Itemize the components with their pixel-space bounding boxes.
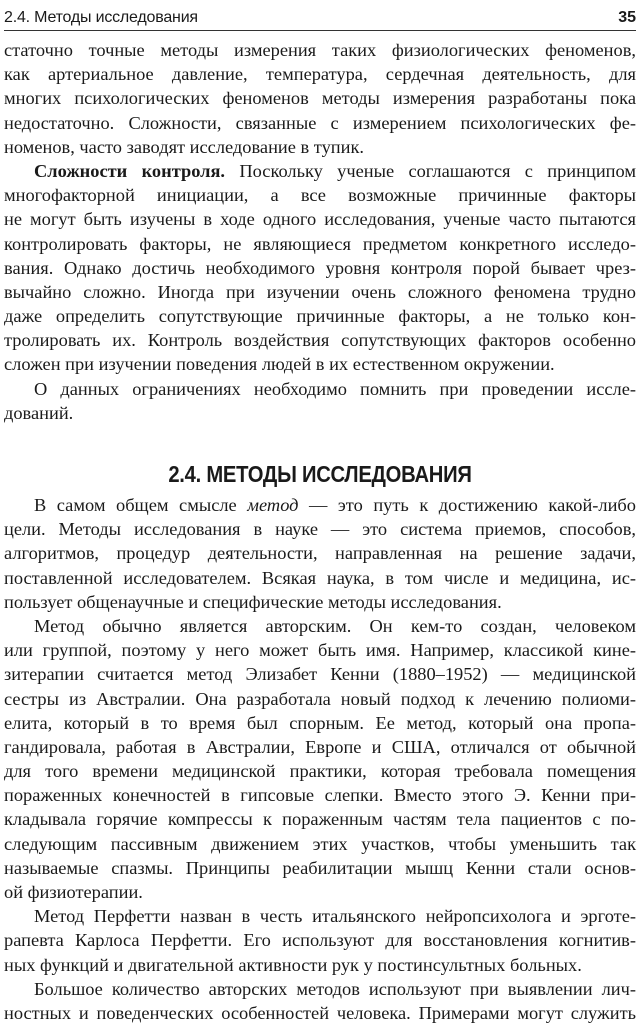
text-line: контролировать факторы, не являющиеся предметом конкретного исследо-: [4, 233, 636, 254]
text-line: вычайно сложно. Иногда при изучении очень сложного феномена трудно: [4, 281, 636, 302]
text-line: сложен при изучении поведения людей в их естественном окружении.: [4, 354, 555, 375]
text-line: многих психологических феноменов методы измерения разработаны пока: [4, 88, 636, 109]
text-fragment: В самом общем смысле: [34, 495, 248, 515]
text-line: кладывала горячие компрессы к пораженным частям тела пациентов с по-: [4, 809, 636, 830]
text-line: статочно точные методы измерения таких физиологических феноменов,: [4, 40, 636, 60]
text-line: дований.: [4, 402, 74, 423]
text-line: О данных ограничениях необходимо помнить при проведении иссле-: [34, 378, 636, 399]
text-line: гандировала, работая в Австралии, Европе и США, отличался от обычной: [4, 736, 636, 757]
text-line: ой физиотерапии.: [4, 882, 143, 902]
text-line: как артериальное давление, температура, сердечная деятельность, для: [4, 64, 636, 85]
page-number: 35: [618, 9, 636, 26]
text-line: сестры из Австралии. Она разработала новый подход к лечению полиоми-: [4, 688, 636, 709]
text-line: Метод обычно является авторским. Он кем-то создан, человеком: [34, 615, 636, 636]
paragraph-author-methods: [4, 977, 636, 1025]
text-line: пораженных конечностей в гипсовые слепки. Вместо этого Э. Кенни при-: [4, 785, 636, 806]
paragraph-limitations-note: [4, 377, 636, 425]
text-line: [4, 159, 636, 183]
text-line: Метод Перфетти назван в честь итальянского нейропсихолога и эрготе-: [34, 906, 636, 927]
run-in-heading: Сложности контроля.: [34, 160, 226, 181]
paragraph-kenny-method: [4, 614, 636, 904]
paragraph-control-difficulties: [4, 159, 636, 377]
text-line: номенов, часто заводят исследование в тупик.: [4, 136, 365, 157]
text-line: Большое количество авторских методов используют при выявлении лич-: [34, 978, 636, 999]
text-line: вания. Однако достичь необходимого уровня контроля порой бывает чрез-: [4, 257, 636, 278]
text-line: для того времени медицинской практики, которая требовала помещения: [4, 761, 636, 782]
running-header: [4, 8, 636, 31]
text-line: ных функций и двигательной активности рук у постинсультных больных.: [4, 954, 582, 975]
text-line: следующим пассивным движением этих участков, чтобы уменьшить так: [4, 833, 636, 854]
text-line: алгоритмов, процедур деятельности, направленная на решение задачи,: [4, 543, 636, 564]
paragraph-measurement-difficulties: [4, 38, 636, 159]
paragraph-perfetti-method: [4, 904, 636, 977]
text-line: тролировать их. Контроль воздействия сопутствующих факторов особенно: [4, 330, 636, 351]
emphasized-term: метод: [247, 495, 299, 515]
text-line: многофакторной инициации, а все возможные причинные факторы: [4, 185, 636, 206]
text-line: называемые спазмы. Принципы реабилитации мышц Кенни стали основ-: [4, 857, 636, 878]
paragraph-method-definition: [4, 493, 636, 614]
section-heading: 2.4. МЕТОДЫ ИССЛЕДОВАНИЯ: [168, 461, 472, 487]
text-line: цели. Методы исследования в науке — это система приемов, способов,: [4, 519, 636, 540]
text-line: елита, который в то время был спорным. Ее метод, который она пропа-: [4, 712, 636, 733]
text-line: [4, 493, 636, 517]
text-line: пользует общенаучные и специфические методы исследования.: [4, 591, 502, 612]
body-text: [4, 38, 636, 1025]
text-fragment: Поскольку ученые соглашаются с принципом: [225, 160, 636, 181]
text-fragment: — это путь к достижению какой-либо: [298, 495, 636, 515]
text-line: поставленной исследователем. Всякая наука, в том числе и медицина, ис-: [4, 567, 636, 588]
text-line: не могут быть изучены в ходе одного исследования, ученые часто пытаются: [4, 209, 636, 230]
text-line: или группой, поэтому у него может быть имя. Например, классикой кине-: [4, 640, 636, 661]
running-header-section-title: 2.4. Методы исследования: [4, 9, 198, 26]
text-line: зитерапии считается метод Элизабет Кенни (1880–1952) — медицинской: [4, 664, 636, 685]
text-line: ностных и поведенческих особенностей человека. Примерами могут служить: [4, 1002, 636, 1023]
text-line: рапевта Карлоса Перфетти. Его используют для восстановления когнитив-: [4, 930, 636, 951]
text-line: недостаточно. Сложности, связанные с измерением психологических фе-: [4, 112, 636, 133]
text-line: даже определить сопутствующие причинные факторы, а не только кон-: [4, 306, 636, 327]
